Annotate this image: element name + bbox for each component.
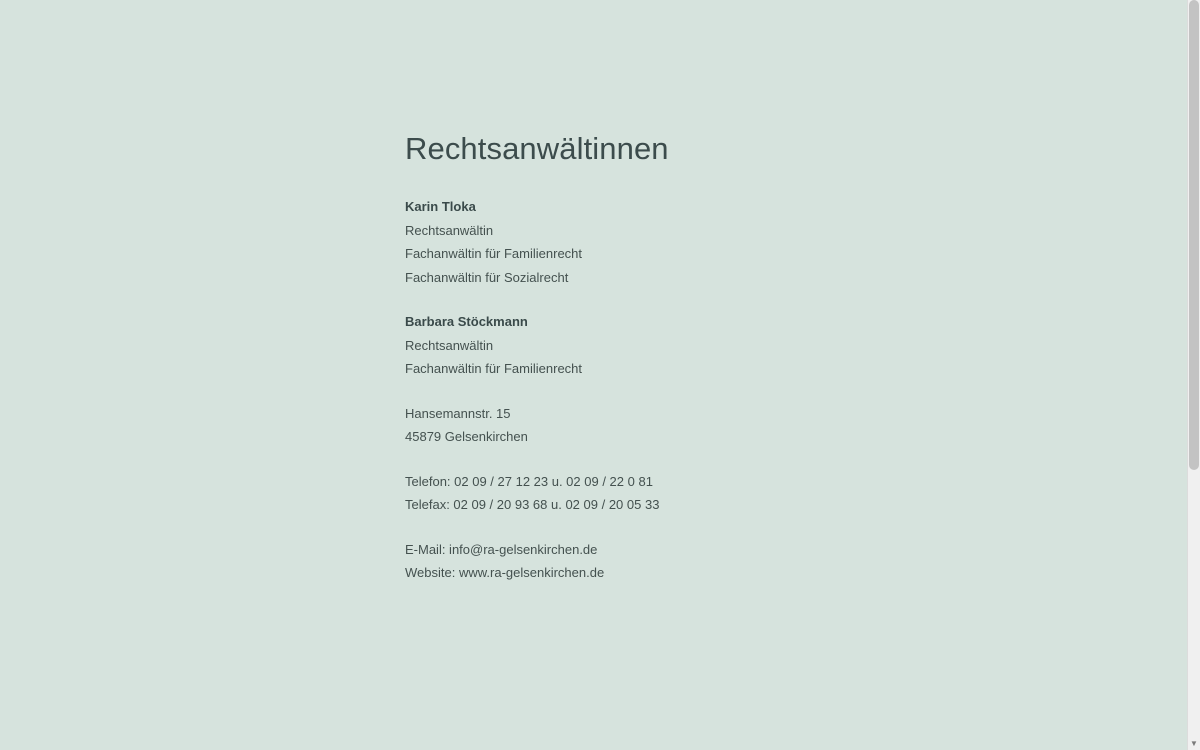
address-city: 45879 Gelsenkirchen	[405, 429, 528, 445]
lawyer-qualification: Fachanwältin für Sozialrecht	[405, 269, 569, 285]
page-title: Rechtsanwältinnen	[405, 131, 669, 166]
email-address: E-Mail: info@ra-gelsenkirchen.de	[405, 541, 598, 557]
address-street: Hansemannstr. 15	[405, 405, 511, 421]
content-column	[405, 130, 1105, 585]
lawyer-name: Karin Tloka	[405, 199, 476, 215]
lawyer-name: Barbara Stöckmann	[405, 314, 528, 330]
lawyer-qualification: Fachanwältin für Familienrecht	[405, 246, 583, 262]
lawyer-qualification: Rechtsanwältin	[405, 337, 494, 353]
scroll-down-arrow-icon[interactable]: ▼	[1190, 739, 1198, 748]
lawyer-qualification: Rechtsanwältin	[405, 222, 494, 238]
scrollbar-thumb[interactable]	[1189, 0, 1199, 470]
phone-number: Telefon: 02 09 / 27 12 23 u. 02 09 / 22 0 81	[405, 473, 653, 489]
address-block	[405, 402, 1105, 449]
website-address: Website: www.ra-gelsenkirchen.de	[405, 565, 605, 581]
phone-block	[405, 470, 1105, 517]
contact-block	[405, 538, 1105, 585]
vertical-scrollbar[interactable]	[1187, 0, 1200, 750]
lawyer-entry-karin-tloka	[405, 195, 1105, 289]
lawyer-entry-barbara-stoeckmann	[405, 310, 1105, 381]
lawyer-qualification: Fachanwältin für Familienrecht	[405, 361, 583, 377]
fax-number: Telefax: 02 09 / 20 93 68 u. 02 09 / 20 05 33	[405, 497, 660, 513]
